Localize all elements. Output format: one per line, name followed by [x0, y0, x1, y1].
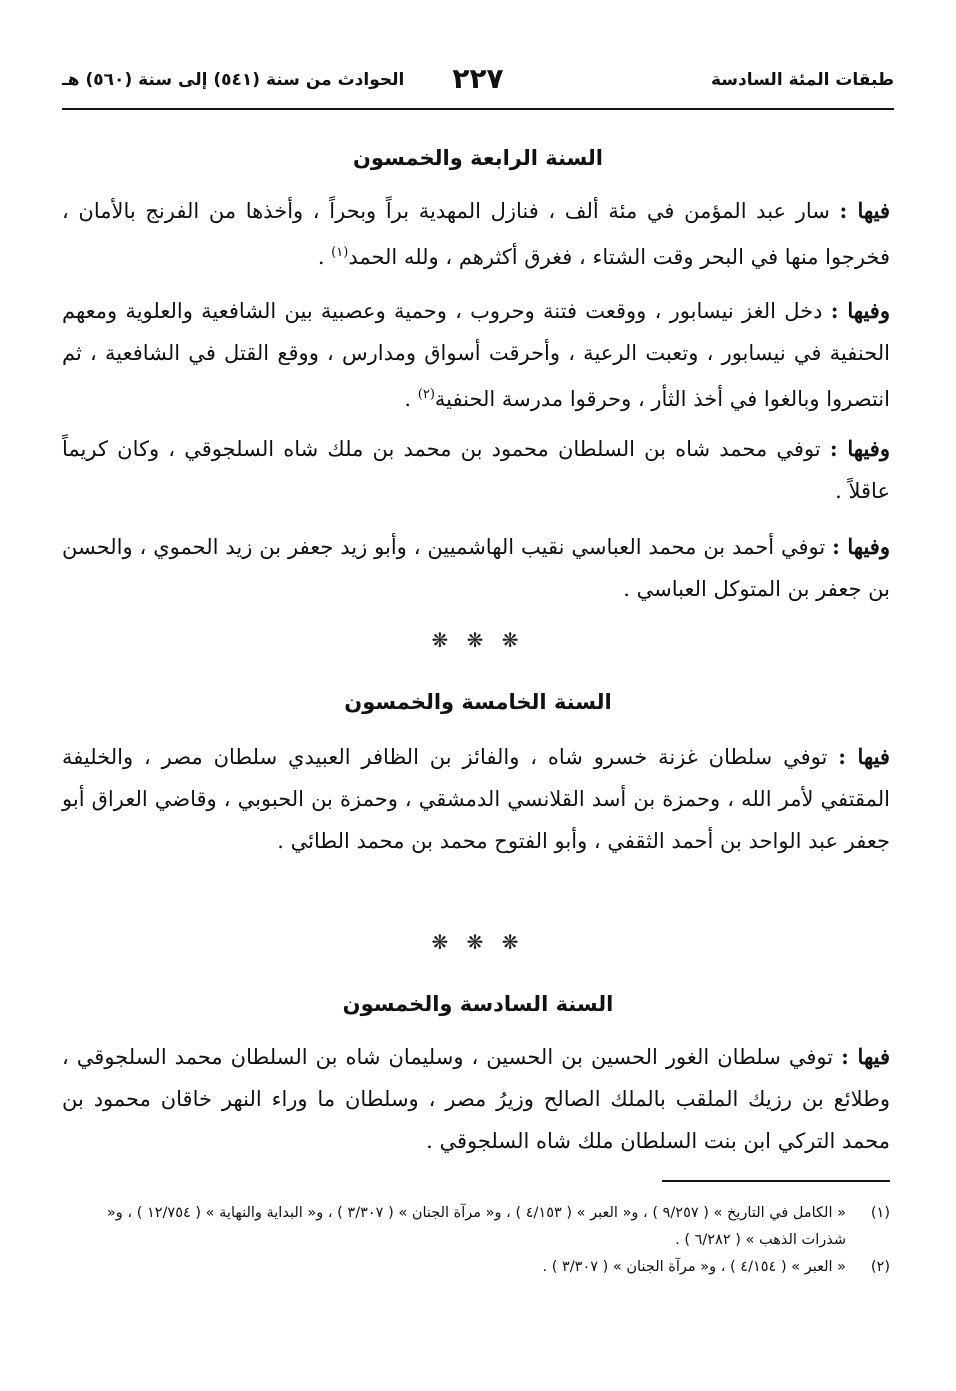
- footnote-ref: (٢): [417, 387, 435, 402]
- header-book-title: طبقات المئة السادسة: [711, 70, 894, 90]
- paragraph: [62, 736, 890, 862]
- paragraph-lead: فيها :: [838, 744, 890, 769]
- section-separator: ❋ ❋ ❋: [431, 628, 525, 652]
- paragraph: [62, 1036, 890, 1162]
- paragraph-text: توفي محمد شاه بن السلطان محمود بن محمد بن ملك شاه السلجوقي ، وكان كريماً عاقلاً .: [62, 437, 890, 503]
- footnotes: [62, 1200, 890, 1281]
- paragraph: [62, 290, 890, 420]
- footnote: [62, 1200, 890, 1254]
- paragraph-text: دخل الغز نيسابور ، ووقعت فتنة وحروب ، وحمية وعصبية بين الشافعية والعلوية ومعهم الحنفية في نيسابور ، وتعبت الرعية ، وأحرقت أسواق ومدارس ، ووقع القتل في الشافعية ، ثم انتصروا وبالغوا في أخذ الثأر ، وحرقوا مدرسة الحنفية: [62, 299, 890, 411]
- paragraph-text: توفي سلطان الغور الحسين بن الحسين ، وسليمان شاه بن السلطان محمد السلجوقي ، وطلائع بن رزيك الملقب بالملك الصالح وزيرُ مصر ، وسلطان ما وراء النهر خاقان محمود بن محمد التركي ابن بنت السلطان ملك شاه السلجوقي .: [62, 1045, 890, 1153]
- footnote-text: « الكامل في التاريخ » ( ٩/٢٥٧ ) ، و« العبر » ( ٤/١٥٣ ) ، و« مرآة الجنان » ( ٣/٣٠٧ ) ، و« البداية والنهاية » ( ١٢/٧٥٤ ) ، و« شذرات الذهب » ( ٦/٢٨٢ ) .: [106, 1205, 846, 1248]
- footnote-text: « العبر » ( ٤/١٥٤ ) ، و« مرآة الجنان » ( ٣/٣٠٧ ) .: [542, 1259, 846, 1275]
- footnote-number: (١): [870, 1205, 890, 1221]
- paragraph-tail: .: [404, 387, 418, 411]
- paragraph-text: توفي سلطان غزنة خسرو شاه ، والفائز بن الظافر العبيدي سلطان مصر ، والخليفة المقتفي لأمر الله ، وحمزة بن أسد القلانسي الدمشقي ، وحمزة بن الحبوبي ، وقاضي العراق أبو جعفر عبد الواحد بن أحمد الثقفي ، وأبو الفتوح محمد بن محمد الطائي .: [62, 745, 890, 853]
- paragraph-lead: وفيها :: [830, 298, 890, 323]
- section-heading-56: السنة السادسة والخمسون: [342, 992, 614, 1016]
- header-rule: [62, 108, 894, 110]
- paragraph: [62, 428, 890, 512]
- paragraph-lead: فيها :: [839, 198, 890, 223]
- paragraph-lead: وفيها :: [829, 436, 890, 461]
- footnote: [62, 1254, 890, 1281]
- header-chapter-title: الحوادث من سنة (٥٤١) إلى سنة (٥٦٠) هـ: [62, 70, 405, 90]
- section-heading-54: السنة الرابعة والخمسون: [352, 146, 603, 170]
- running-header: [62, 62, 894, 102]
- section-separator: ❋ ❋ ❋: [431, 930, 525, 954]
- paragraph-text: سار عبد المؤمن في مئة ألف ، فنازل المهدية براً وبحراً ، وأخذها من الفرنج بالأمان ، فخرجوا منها في البحر وقت الشتاء ، فغرق أكثرهم ، ولله الحمد: [62, 199, 890, 269]
- paragraph-lead: وفيها :: [832, 534, 890, 559]
- paragraph-lead: فيها :: [841, 1044, 890, 1069]
- footnote-number: (٢): [870, 1259, 890, 1275]
- paragraph: [62, 526, 890, 610]
- paragraph-text: توفي أحمد بن محمد العباسي نقيب الهاشميين ، وأبو زيد جعفر بن زيد الحموي ، والحسن بن جعفر بن المتوكل العباسي .: [62, 535, 890, 601]
- page-number: ٢٢٧: [452, 62, 504, 95]
- section-heading-55: السنة الخامسة والخمسون: [344, 690, 612, 714]
- footnote-rule: [662, 1180, 890, 1182]
- footnote-ref: (١): [331, 245, 349, 260]
- paragraph: [62, 190, 890, 278]
- paragraph-tail: .: [317, 245, 332, 269]
